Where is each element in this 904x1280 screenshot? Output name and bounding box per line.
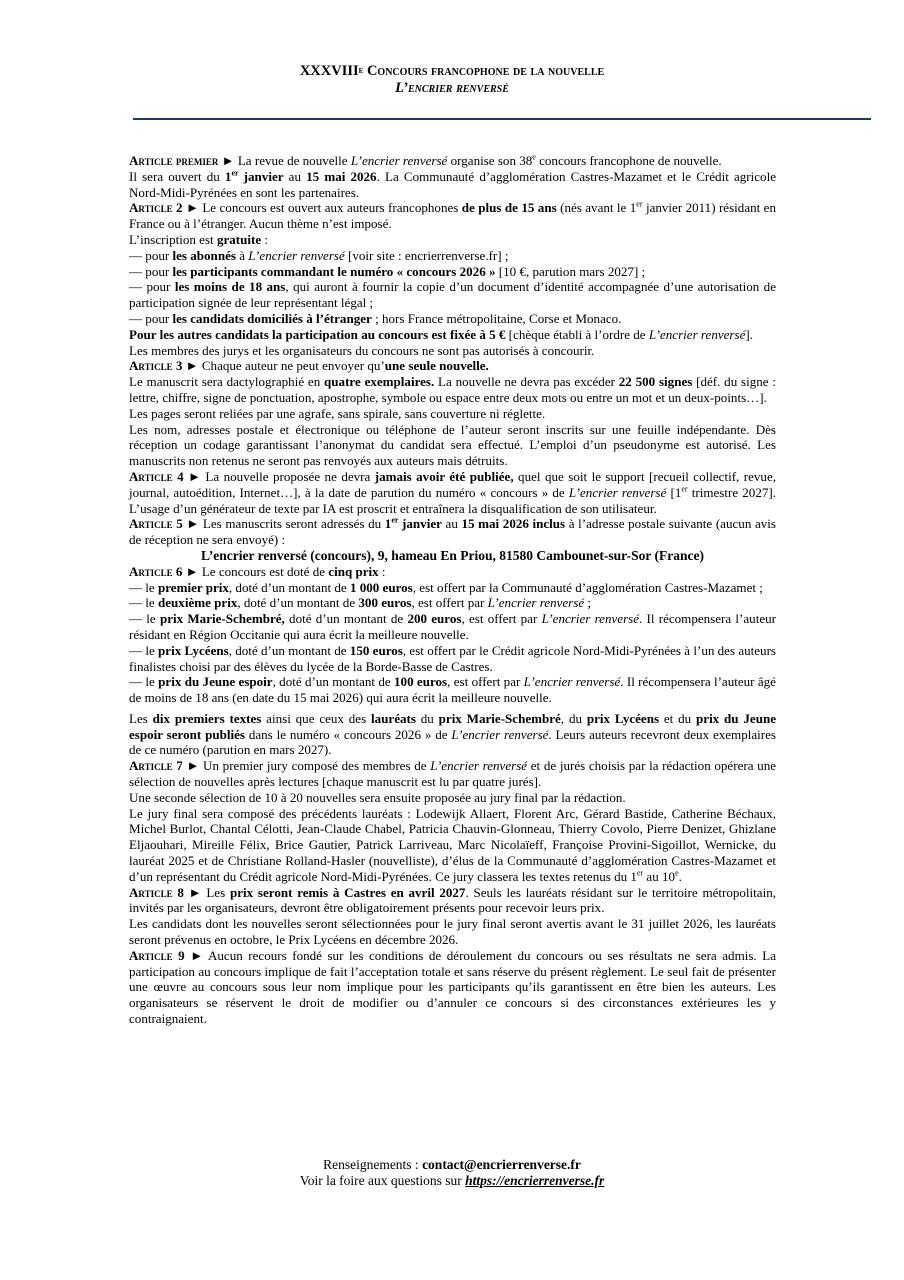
list-item: [129, 264, 776, 280]
document-title: [0, 63, 904, 80]
header-rule: [133, 118, 871, 120]
bold-text: prix du Jeune espoir: [158, 674, 273, 690]
article-label: Article premier ►: [129, 153, 235, 168]
title-numeral: XXXVIII: [299, 63, 359, 79]
text: , doté d’un montant de: [228, 642, 350, 658]
inscription: [129, 232, 776, 248]
text: , du: [560, 710, 587, 726]
bold-text: les candidats domiciliés à l’étranger: [172, 310, 372, 326]
text: :: [261, 231, 269, 247]
postal-address: L’encrier renversé (concours), 9, hameau En Priou, 81580 Cambounet-sur-Sor (France): [201, 547, 704, 563]
email-link[interactable]: contact@encrierrenverse.fr: [422, 1157, 581, 1172]
candidates-notice: Les candidats dont les nouvelles seront sélectionnées pour le jury final seront avertis avant le 31 juillet 2026, les lauréats seront prévenus en octobre, le Prix Lycéens en décembre 2026.: [129, 916, 776, 948]
text: trimestre 2027]. L’usage d’un générateur de texte par IA est proscrit et entraînera la disqualification de son utilisateur.: [129, 484, 776, 516]
pages: Les pages seront reliées par une agrafe, sans spirale, sans couverture ni réglette.: [129, 405, 546, 421]
text: — pour: [129, 247, 173, 263]
article-label: Article 8 ►: [129, 884, 202, 900]
text: Les: [129, 710, 153, 726]
text: , est offert par le Crédit agricole Nord-Midi-Pyrénées à l’un des auteurs finalistes choisi par des élèves du lycée de la Borde-Basse de Castres.: [129, 642, 776, 674]
rules-body: [129, 153, 776, 1027]
text: [chèque établi à l’ordre de: [505, 326, 649, 342]
article-4: [129, 469, 776, 516]
contact-line: [0, 1157, 904, 1173]
list-item: [129, 311, 776, 327]
text: à: [235, 247, 249, 263]
revue-name: L’encrier renversé: [568, 484, 667, 500]
final-jury: [129, 806, 776, 885]
bold-text: 300 euros: [358, 595, 412, 611]
text: [déf. du signe : lettre, chiffre, signe de ponctuation, apostrophe, symbole ou espace entre deux mots ou entre un mot et un deux-points…].: [129, 374, 776, 405]
text: Un premier jury composé des membres de: [199, 758, 431, 774]
text: (nés avant le 1: [556, 200, 637, 216]
text: . Il récompensera l’auteur âgé de moins de 18 ans (en date du 15 mai 2026) qui aura écrit la meilleure nouvelle.: [129, 674, 776, 706]
bold-text: une seule nouvelle.: [384, 358, 489, 374]
list-item: [129, 248, 776, 264]
revue-name: L’encrier renversé: [523, 674, 621, 690]
superscript: e: [532, 152, 536, 162]
text: Il sera ouvert du: [129, 168, 225, 184]
title-text: Concours francophone de la nouvelle: [363, 63, 605, 79]
article-6: [129, 564, 776, 580]
text: dans le numéro « concours 2026 » de: [244, 726, 452, 742]
bold-text: les participants commandant le numéro « concours 2026 »: [172, 263, 496, 279]
article-label: Article 3 ►: [129, 358, 199, 374]
publication: [129, 711, 776, 758]
text: — le: [129, 611, 160, 627]
article-1: [129, 153, 776, 169]
revue-name: L’encrier renversé: [350, 153, 448, 168]
website-link[interactable]: https://encrierrenverse.fr: [465, 1173, 605, 1188]
text: doté d’un montant de: [284, 611, 408, 627]
article-7: [129, 758, 776, 790]
date: janvier: [398, 516, 442, 532]
text: , doté d’un montant de: [228, 579, 350, 595]
text: , est offert par: [411, 595, 488, 611]
text: , doté d’un montant de: [272, 674, 395, 690]
text: , est offert par la Communauté d’agglomération Castres-Mazamet ;: [412, 579, 763, 595]
revue-name: L’encrier renversé: [648, 326, 746, 342]
revue-name: L’encrier renversé: [430, 758, 528, 774]
prize-item: [129, 643, 776, 675]
text: [10 €, parution mars 2027] ;: [495, 263, 646, 279]
superscript: er: [391, 515, 399, 525]
text: . Il récompensera l’auteur résidant en Région Occitanie qui aura écrit la meilleure nouvelle.: [129, 611, 776, 642]
article-8: [129, 885, 776, 917]
superscript: er: [231, 168, 239, 178]
bold-text: premier prix: [158, 579, 229, 595]
text: et de jurés choisis par la rédaction opérera une sélection de nouvelles après lectures [chaque manuscrit est lu par quatre jurés].: [129, 758, 777, 790]
text: au 10: [643, 868, 676, 884]
text: — le: [129, 579, 158, 595]
date: janvier: [238, 168, 284, 184]
date: 15 mai 2026: [306, 168, 377, 184]
contact-label: Renseignements :: [323, 1157, 423, 1172]
text: Les manuscrits seront adressés du: [199, 516, 385, 532]
text: Le concours est ouvert aux auteurs francophones: [198, 200, 462, 216]
text: — le: [129, 595, 158, 611]
text: au: [441, 516, 462, 532]
text: , est offert par: [447, 674, 524, 690]
bold-text: 150 euros: [349, 642, 403, 658]
bold-text: les moins de 18 ans: [174, 279, 286, 295]
text: Le jury final sera composé des précédents lauréats : Lodewijk Allaert, Florent Arc, Gérard Bastide, Catherine Béchaux, Michel Burlot, Chantal Célotti, Jean-Claude Chabel, Patricia Chauvin-Glonneau, Thierry Covolo, Pierre Denizet, Ghizlane Eljaouhari, Mireille Félix, Brice Gautier, Patrick Larriveau, Marc Nicolaïeff, Françoise Provini-Sigoillot, Wernicke, du lauréat 2025 et de Christiane Rolland-Hasler (nouvelliste), d’élus de la Communauté d’agglomération Castres-Mazamet et d’un représentant du Crédit agricole Nord-Midi-Pyrénées. Ce jury classera les textes retenus du 1: [129, 805, 776, 884]
list-item: [129, 279, 776, 311]
text: [1: [666, 484, 682, 500]
text: La revue de nouvelle: [234, 153, 351, 168]
article-3: [129, 358, 776, 374]
text: ;: [584, 595, 592, 611]
date: 1: [224, 168, 232, 184]
article-2: [129, 200, 776, 232]
bold-text: 100 euros: [394, 674, 448, 690]
article-label: Article 4 ►: [129, 468, 201, 484]
text: — pour: [129, 263, 173, 279]
text: La nouvelle ne devra pas excéder: [434, 374, 619, 390]
text: Le manuscrit sera dactylographié en: [129, 374, 325, 390]
manuscript: [129, 374, 776, 406]
bold-text: quatre exemplaires.: [324, 374, 435, 390]
text: — pour: [129, 279, 175, 295]
document-header: [0, 63, 904, 97]
bold-text: dix premiers textes: [152, 710, 262, 726]
bold-text: de plus de 15 ans: [461, 200, 557, 216]
text: organise son 38: [447, 153, 533, 168]
fee: [129, 327, 776, 343]
bold-text: prix Marie-Schembré,: [159, 611, 285, 627]
bold-text: 1 000 euros: [349, 579, 413, 595]
opening-dates: [129, 169, 776, 201]
text: L’inscription est: [129, 231, 217, 247]
title-superscript: e: [358, 65, 364, 76]
text: — le: [129, 674, 159, 690]
text: . Leurs auteurs recevront deux exemplaires de ce numéro (parution en mars 2027).: [129, 726, 776, 758]
prize-item: [129, 595, 776, 611]
bold-text: cinq prix: [328, 563, 379, 579]
article-5: [129, 516, 776, 548]
prize-item: [129, 674, 776, 706]
bold-text: 200 euros: [407, 611, 462, 627]
bold-text: 22 500 signes: [618, 374, 693, 390]
bold-text: jamais avoir été publiée,: [374, 468, 514, 484]
bold-text: prix Lycéens: [586, 710, 660, 726]
revue-name: L’encrier renversé: [541, 611, 640, 627]
date: 15 mai 2026 inclus: [461, 516, 566, 532]
document-subtitle: L’encrier renversé: [395, 80, 509, 96]
text: ; hors France métropolitaine, Corse et Monaco.: [371, 310, 622, 326]
anonymity: Les nom, adresses postale et électronique ou téléphone de l’auteur seront inscrits sur une feuille indépendante. Dès réception un codage garantissant l’anonymat du candidat sera effectué. L’emploi d’un pseudonyme est autorisé. Les manuscrits non retenus ne seront pas renvoyés aux auteurs mais détruits.: [129, 421, 776, 469]
faq-label: Voir la foire aux questions sur: [299, 1173, 466, 1188]
article-label: Article 5 ►: [129, 516, 200, 532]
article-label: Article 2 ►: [129, 200, 199, 216]
superscript: er: [636, 868, 644, 878]
text: à l’adresse postale suivante (aucun avis de réception ne sera envoyé) :: [129, 516, 776, 548]
superscript: er: [681, 484, 688, 494]
text: , qui auront à fournir la copie d’un document d’identité accompagnée d’une autorisation de participation signée de leur représentant légal ;: [129, 279, 776, 311]
bold-text: les abonnés: [172, 247, 236, 263]
text: Le concours est doté de: [198, 563, 329, 579]
text: quel que soit le support [recueil collectif, revue, journal, autoédition, Internet…], à la date de parution du numéro « concours » de: [129, 468, 776, 500]
second-selection: Une seconde sélection de 10 à 20 nouvelles sera ensuite proposée au jury final par la rédaction.: [129, 789, 626, 805]
text: ].: [745, 326, 753, 342]
text: du: [415, 710, 439, 726]
text: concours francophone de nouvelle.: [535, 153, 722, 168]
article-label: Article 9 ►: [129, 947, 204, 963]
superscript: er: [636, 200, 643, 210]
article-label: Article 6 ►: [129, 563, 199, 579]
text: [voir site : encrierrenverse.fr] ;: [344, 247, 509, 263]
text: Les: [201, 884, 230, 900]
text: . La Communauté d’agglomération Castres-Mazamet et le Crédit agricole Nord-Midi-Pyrénées en sont les partenaires.: [129, 168, 776, 200]
bold-text: deuxième prix: [158, 595, 238, 611]
article-9: [129, 948, 776, 1027]
text: Aucun recours fondé sur les conditions de déroulement du concours ou ses résultats ne sera admis. La participation au concours implique de fait l’acceptation totale et sans réserve du présent règlement. Le seul fait de présenter une œuvre au concours sous leur nom implique pour les participants qu’ils garantissent en être bien les auteurs. Les organisateurs se réservent le droit de modifier ou d’annuler ce concours si des circonstances extérieures les y contraignaient.: [129, 947, 776, 1027]
text: .: [678, 868, 682, 884]
bold-text: gratuite: [216, 231, 262, 247]
revue-name: L’encrier renversé: [248, 247, 345, 263]
text: , doté d’un montant de: [237, 595, 359, 611]
superscript: e: [675, 868, 679, 878]
date: 1: [384, 516, 392, 532]
text: janvier 2011) résidant en France ou à l’étranger. Aucun thème n’est imposé.: [129, 200, 776, 232]
bold-text: prix Lycéens: [158, 642, 229, 658]
text: . Seuls les lauréats résidant sur le territoire métropolitain, invités par les organisateurs, devront être obligatoirement présents pour recevoir leurs prix.: [129, 884, 776, 916]
text: — pour: [129, 310, 173, 326]
jury-exclusion: Les membres des jurys et les organisateurs du concours ne sont pas autorisés à concourir.: [129, 342, 595, 358]
text: Chaque auteur ne peut envoyer qu’: [198, 358, 385, 374]
text: ainsi que ceux des: [261, 710, 371, 726]
text: au: [283, 168, 307, 184]
bold-text: lauréats: [371, 710, 416, 726]
text: La nouvelle proposée ne devra: [200, 468, 375, 484]
text: — le: [129, 642, 159, 658]
text: et du: [659, 710, 697, 726]
article-label: Article 7 ►: [129, 758, 200, 774]
text: , est offert par: [461, 611, 542, 627]
bold-text: Pour les autres candidats la participation au concours est fixée à 5 €: [129, 326, 506, 342]
revue-name: L’encrier renversé: [451, 726, 549, 742]
prize-item: [129, 611, 776, 643]
revue-name: L’encrier renversé: [487, 595, 585, 611]
text: :: [378, 563, 386, 579]
bold-text: prix Marie-Schembré: [438, 710, 561, 726]
bold-text: prix seront remis à Castres en avril 2027: [229, 884, 466, 900]
bold-text: prix du Jeune espoir seront publiés: [129, 710, 776, 742]
document-footer: [0, 1157, 904, 1189]
prize-item: [129, 580, 776, 596]
faq-line: [0, 1173, 904, 1189]
